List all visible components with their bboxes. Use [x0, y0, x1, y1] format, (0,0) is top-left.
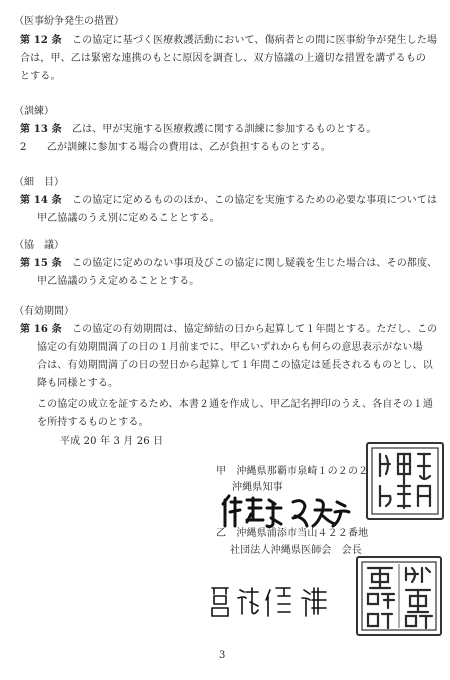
party-a-address-line	[216, 466, 368, 478]
party-a-title: 沖縄県知事	[232, 482, 283, 493]
article-16-line-2: 協定の有効期間満了の日の１月前までに、甲乙いずれからも何らの意思表示がない場	[37, 342, 423, 353]
article-number-12: 第 12 条	[20, 35, 62, 46]
paragraph-number-2: 2	[20, 142, 27, 153]
article-13-paragraph-2	[20, 142, 331, 154]
page-number: 3	[219, 650, 226, 661]
article-12-line-2: 合は，甲、乙は緊密な連携のもとに原因を調査し、双方協議の上適切な措置を講ずるもの	[20, 53, 426, 64]
article-13-text-1: 乙は、甲が実施する医療救護に関する訓練に参加するものとする。	[71, 124, 377, 135]
closing-line-2: を所持するものとする。	[37, 417, 149, 428]
article-15-line-1	[20, 258, 437, 270]
party-a-address: 沖縄県那覇市泉崎１の２の２	[236, 466, 369, 477]
party-b-seal	[356, 556, 442, 636]
article-number-13: 第 13 条	[20, 124, 62, 135]
article-14-text-1: この協定に定めるもののほか、この協定を実施するための必要な事項については	[71, 195, 438, 206]
party-b-address: 沖縄県浦添市当山４２２番地	[236, 528, 369, 539]
article-12-line-1	[20, 35, 437, 47]
party-b-title: 社団法人沖縄県医師会 会長	[230, 545, 362, 556]
article-number-14: 第 14 条	[20, 195, 62, 206]
article-15-line-2: 甲乙協議のうえ定めることとする。	[37, 276, 200, 287]
agreement-date: 平成 20 年 3 月 26 日	[60, 436, 164, 447]
party-a-label: 甲	[216, 466, 227, 477]
article-12-line-3: とする。	[20, 71, 61, 82]
party-a-seal	[366, 442, 444, 520]
article-number-16: 第 16 条	[20, 324, 62, 335]
article-12-text-1: この協定に基づく医療救護活動において、傷病者との間に医事紛争が発生した場	[71, 35, 438, 46]
section-heading-14: （細 目）	[14, 177, 64, 188]
article-16-text-1: この協定の有効期間は、協定締結の日から起算して１年間とする。ただし、この	[71, 324, 438, 335]
section-heading-16: （有効期間）	[14, 306, 74, 317]
article-13-line-1	[20, 124, 376, 136]
article-16-line-4: 降も同様とする。	[37, 378, 119, 389]
article-14-line-1	[20, 195, 437, 207]
article-14-line-2: 甲乙協議のうえ別に定めることとする。	[37, 213, 220, 224]
article-15-text-1: この協定に定めのない事項及びこの協定に関し疑義を生じた場合は、その都度、	[71, 258, 438, 269]
party-b-signature	[206, 580, 356, 620]
article-13-text-2: 乙が訓練に参加する場合の費用は、乙が負担するものとする。	[46, 142, 332, 153]
article-16-line-1	[20, 324, 437, 336]
section-heading-12: （医事紛争発生の措置）	[14, 16, 124, 27]
article-16-line-3: 合は、有効期間満了の日の翌日から起算して１年間この協定は延長されるものとし、以	[37, 360, 433, 371]
party-b-address-line	[216, 528, 368, 540]
article-number-15: 第 15 条	[20, 258, 62, 269]
section-heading-13: （訓練）	[14, 106, 54, 117]
party-b-label: 乙	[216, 528, 227, 539]
section-heading-15: （協 議）	[14, 240, 64, 251]
closing-line-1: この協定の成立を証するため、本書２通を作成し、甲乙記名押印のうえ、各自その１通	[37, 399, 434, 410]
